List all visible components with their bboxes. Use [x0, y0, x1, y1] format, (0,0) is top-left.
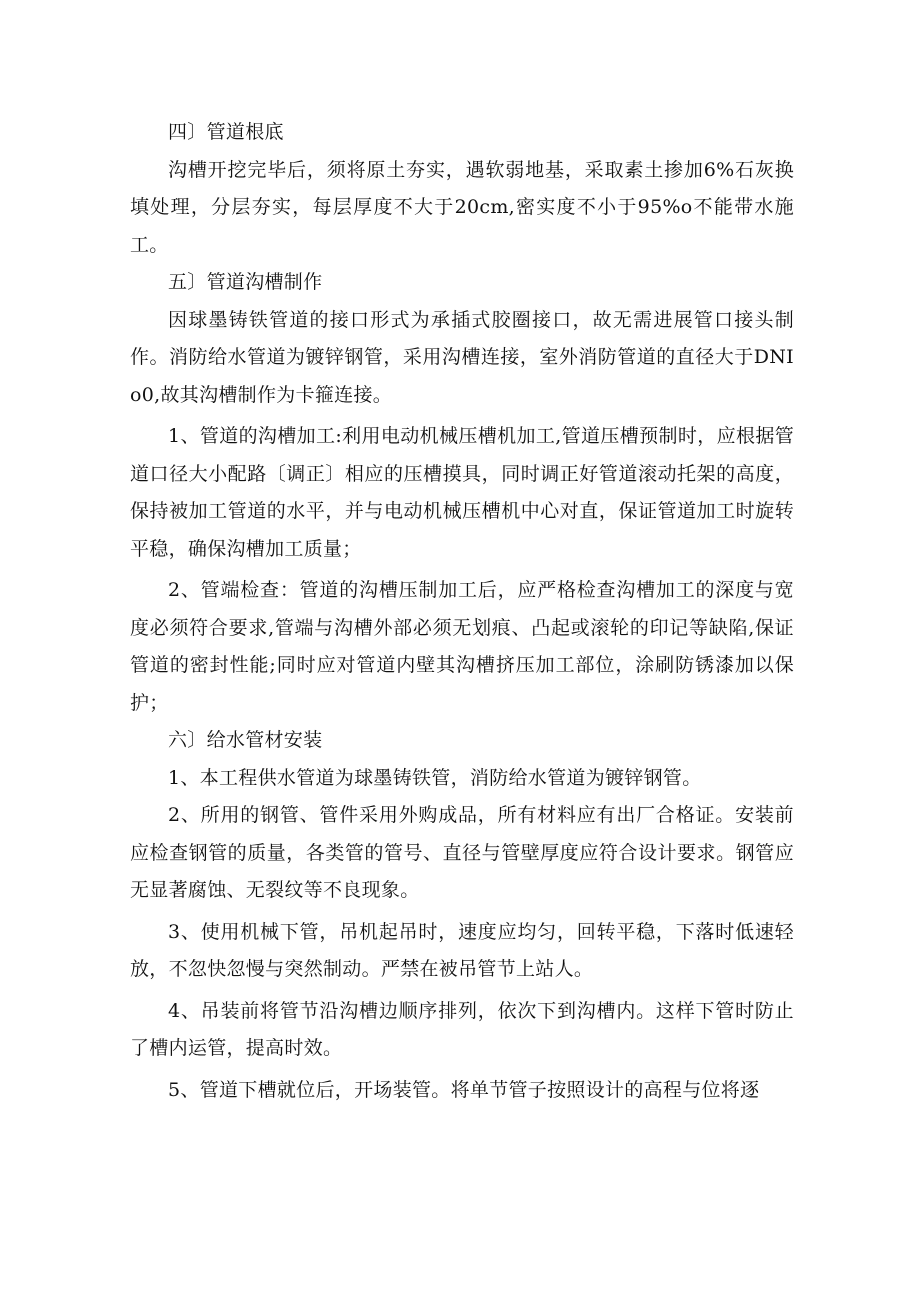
- list-item: 1、本工程供水管道为球墨铸铁管，消防给水管道为镀锌钢管。: [168, 766, 702, 789]
- section-heading-4: 四〕管道根底: [168, 121, 284, 143]
- list-item: 2、管端检查：管道的沟槽压制加工后，应严格检查沟槽加工的深度与宽度必须符合要求,管端与沟槽外部必须无划痕、凸起或滚轮的印记等缺陷,保证管道的密封性能;同时应对管道内壁其沟槽挤压加工部位，涂刷防锈漆加以保护；: [130, 579, 794, 714]
- list-item: 2、所用的钢管、管件采用外购成品，所有材料应有出厂合格证。安装前应检查钢管的质量，各类管的管号、直径与管壁厚度应符合设计要求。钢管应无显著腐蚀、无裂纹等不良现象。: [130, 804, 794, 901]
- section-heading-5: 五〕管道沟槽制作: [168, 271, 323, 293]
- document-body: [130, 114, 794, 1109]
- list-item: 3、使用机械下管，吊机起吊时，速度应均匀，回转平稳，下落时低速轻放，不忽快忽慢与突然制动。严禁在被吊管节上站人。: [130, 920, 794, 980]
- paragraph: 沟槽开挖完毕后，须将原土夯实，遇软弱地基，采取素土掺加6%石灰换填处理，分层夯实，每层厚度不大于20cm,密实度不小于95%o不能带水施工。: [130, 158, 794, 256]
- paragraph: 因球墨铸铁管道的接口形式为承插式胶圈接口，故无需进展管口接头制作。消防给水管道为镀锌钢管，采用沟槽连接，室外消防管道的直径大于DNIo0,故其沟槽制作为卡箍连接。: [130, 308, 794, 406]
- section-heading-6: 六〕给水管材安装: [168, 729, 323, 751]
- list-item: 4、吊装前将管节沿沟槽边顺序排列，依次下到沟槽内。这样下管时防止了槽内运管，提高时效。: [130, 999, 794, 1059]
- list-item: 5、管道下槽就位后，开场装管。将单节管子按照设计的高程与位将逐: [168, 1078, 760, 1101]
- list-item: 1、管道的沟槽加工:利用电动机械压槽机加工,管道压槽预制时，应根据管道口径大小配路〔调正〕相应的压槽摸具，同时调正好管道滚动托架的高度，保持被加工管道的水平，并与电动机械压槽机中心对直，保证管道加工时旋转平稳，确保沟槽加工质量；: [130, 425, 794, 560]
